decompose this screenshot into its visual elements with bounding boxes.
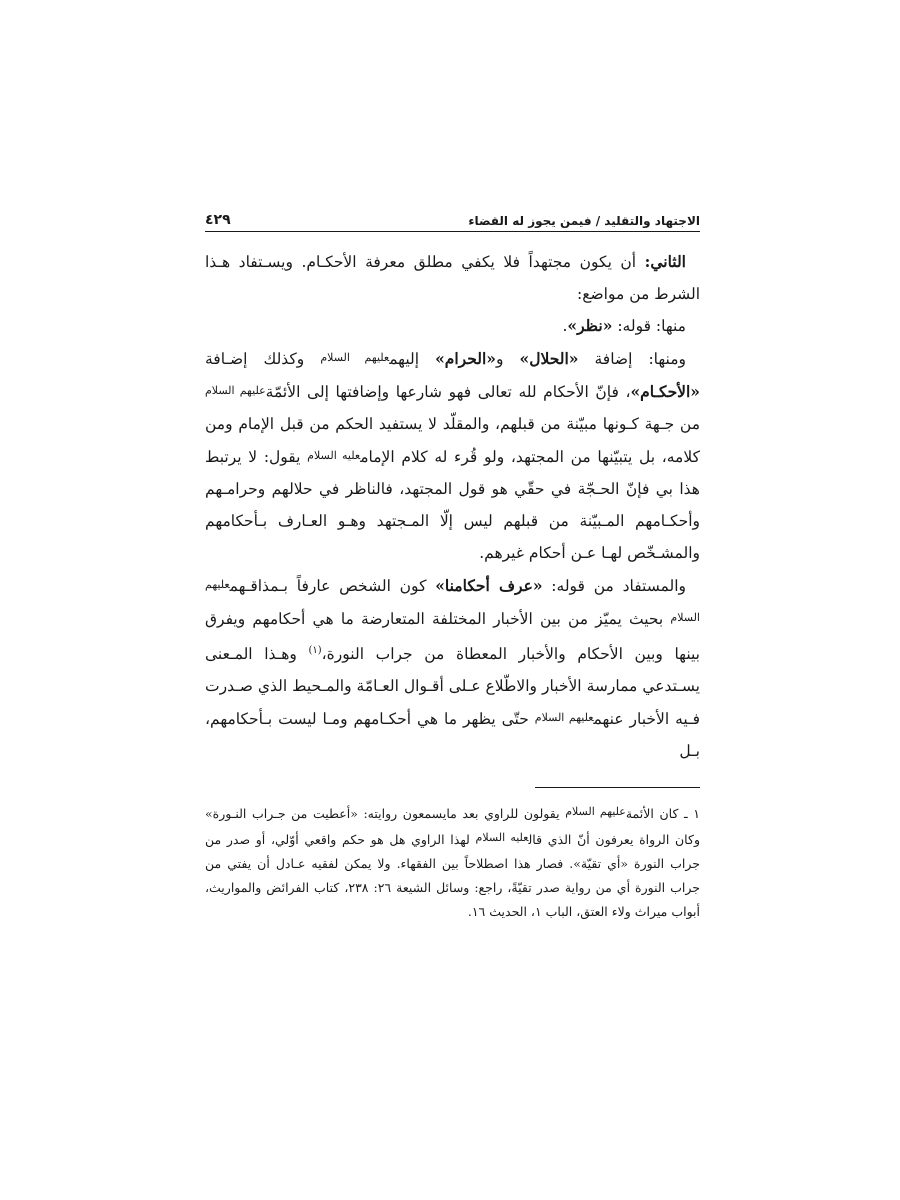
paragraph-text: حتّى يظهر ما هي أحكـامهم ومـا ليست بـأحكامهم، بـل — [205, 710, 700, 760]
footnote-text: يقولون للراوي بعد مايسمعون روايته: «أعطيت من جـراب النـورة» وكان الرواة يعرفون أنّ الذي قال — [205, 806, 700, 847]
paragraph-text: و — [495, 350, 520, 368]
honorific-glyph: عليهم السلام — [565, 805, 626, 818]
quoted-term: «عرف أحكامنا» — [435, 576, 543, 595]
paragraph-halal-haram — [205, 342, 700, 569]
running-header — [205, 200, 700, 232]
quoted-term: «الأحكـام» — [630, 382, 700, 401]
paragraph-text: يقول: لا يرتبط هذا بي فإنّ الحـجّة في حقّي هو قول المجتهد، فالناظر في حلالهم وحرامـهم وأحكـامهم المـبيّنة من قبلهم ليس إلّا المـجتهد وهـو العـارف بـأحكامهم والمشـخّص لهـا عـن أحكام غيرهم. — [205, 448, 700, 562]
paragraph-text: والمستفاد من قوله: — [542, 577, 687, 595]
footnote-reference[interactable]: (١) — [308, 645, 322, 656]
honorific-glyph: عليهم السلام — [534, 711, 594, 724]
section-label: الثاني: — [644, 252, 686, 271]
paragraph-text: من جـهة كـونها مبيّنة من قبلهم، والمقلّد لا يستفيد الحكم من قبل الإمام ومن كلامه، بل يتبيّنها من المجتهد، ولو قُرء له كلام الإمام — [205, 415, 700, 466]
quoted-term: «نظر» — [567, 316, 613, 335]
footnotes — [205, 800, 700, 924]
quoted-term: «الحلال» — [519, 349, 579, 368]
page-number: ٤٢٩ — [205, 212, 231, 228]
paragraph-text: . — [562, 317, 568, 335]
paragraph-text: وكذلك إضـافة — [205, 350, 321, 368]
paragraph-text: إليهم — [389, 350, 436, 368]
paragraph-text: ، فإنّ الأحكام لله تعالى فهو شارعها وإضافتها إلى الأئمّة — [265, 383, 631, 401]
main-text — [205, 246, 700, 767]
paragraph-text: منها: قوله: — [612, 317, 686, 335]
quoted-term: «الحرام» — [435, 349, 496, 368]
footnote-divider — [535, 787, 700, 788]
paragraph-text: ومنها: إضافة — [578, 350, 687, 368]
honorific-glyph: عليهم السلام — [320, 351, 390, 364]
header-title: الاجتهاد والتقليد / فيمن يجوز له القضاء — [468, 214, 700, 228]
paragraph-text: كون الشخص عارفاً بـمذاقـهم — [229, 577, 436, 595]
footnote-text: ١ ـ كان الأئمة — [625, 806, 701, 821]
paragraph-text: بحيث يميّز من بين الأخبار المختلفة المتعارضة ما هي أحكامهم ويفرق بينها وبين الأحكام والأخبار المعطاة من جراب النورة، — [205, 610, 700, 663]
paragraph-knowing-rulings — [205, 569, 700, 767]
honorific-glyph: عليه السلام — [307, 449, 361, 462]
honorific-glyph: عليهم السلام — [205, 578, 700, 624]
honorific-glyph: عليهم السلام — [205, 384, 266, 397]
honorific-glyph: عليه السلام — [475, 831, 529, 844]
book-page — [205, 200, 700, 924]
paragraph-second-condition — [205, 246, 700, 310]
footnote-1 — [205, 800, 700, 924]
paragraph-nazar — [205, 310, 700, 342]
footnote-text: لهذا الراوي هل هو حكم واقعي أوّلي، أو صدر من جراب النورة «أي تقيّة». فصار هذا اصطلاحاً بين الفقهاء. ولا يمكن لفقيه عـادل أن يفتي من جراب النورة أي من رواية صدر تقيّةً، راجع: وسائل الشيعة ٢٦: ٢٣٨، كتاب الفرائض والمواريث، أبواب ميراث ولاء العتق، الباب ١، الحديث ١٦. — [205, 832, 700, 919]
paragraph-text: وهـذا المـعنى يسـتدعي ممارسة الأخبار والاطّلاع عـلى أقـوال العـامّة والمـحيط الذي صـدرت فـيه الأخبار عنهم — [205, 645, 701, 728]
paragraph-text: أن يكون مجتهداً فلا يكفي مطلق معرفة الأحكـام. ويسـتفاد هـذا الشرط من مواضع: — [205, 253, 700, 303]
